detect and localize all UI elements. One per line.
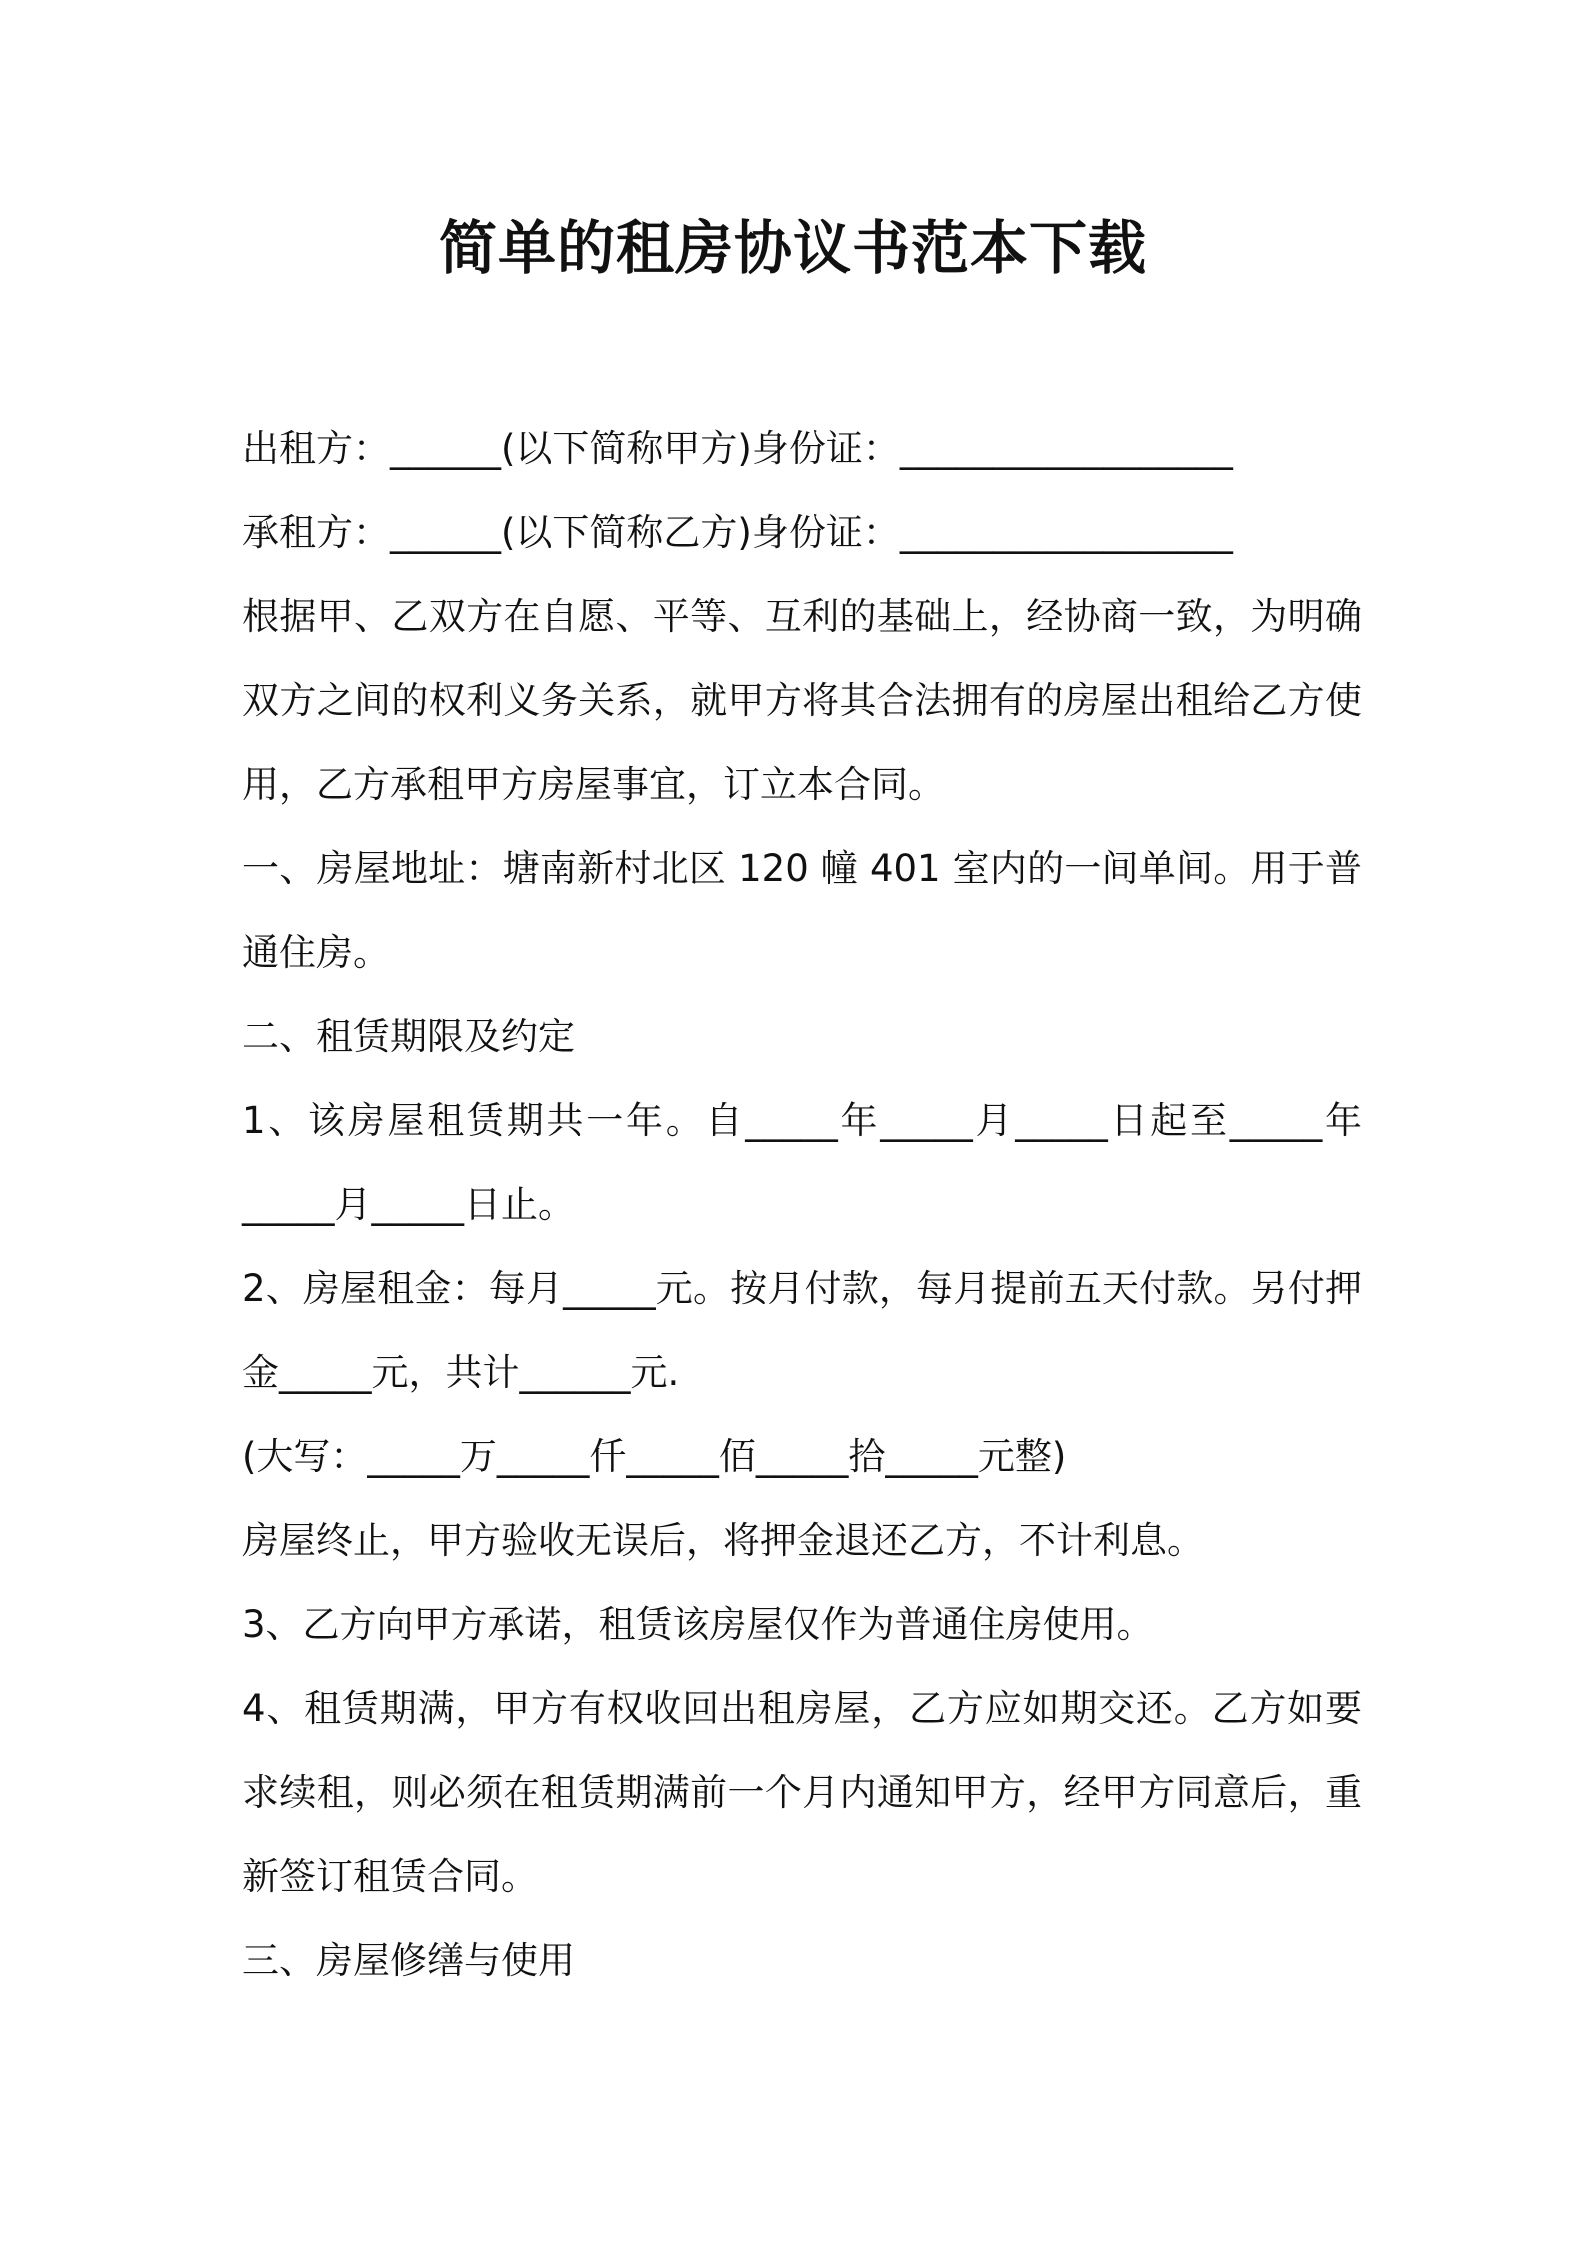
- lessor-line: 出租方：______(以下简称甲方)身份证：__________________: [242, 427, 1233, 470]
- section-1-address: 一、房屋地址：塘南新村北区 120 幢 401 室内的一间单间。用于普通住房。: [242, 847, 1362, 974]
- intro-paragraph: 根据甲、乙双方在自愿、平等、互利的基础上，经协商一致，为明确双方之间的权利义务关系，就甲方将其合法拥有的房屋出租给乙方使用，乙方承租甲方房屋事宜，订立本合同。: [242, 595, 1362, 806]
- lessee-line: 承租方：______(以下简称乙方)身份证：__________________: [242, 511, 1233, 554]
- clause-2-rent: 2、房屋租金：每月_____元。按月付款，每月提前五天付款。另付押金_____元，共计______元.: [242, 1267, 1362, 1394]
- clause-3-usage: 3、乙方向甲方承诺，租赁该房屋仅作为普通住房使用。: [242, 1603, 1154, 1646]
- section-3-heading: 三、房屋修缮与使用: [242, 1939, 575, 1982]
- document-title: 简单的租房协议书范本下载: [438, 214, 1147, 282]
- document-body: [242, 407, 1362, 2003]
- clause-4-renewal: 4、租赁期满，甲方有权收回出租房屋，乙方应如期交还。乙方如要求续租，则必须在租赁期满前一个月内通知甲方，经甲方同意后，重新签订租赁合同。: [242, 1687, 1362, 1898]
- section-2-heading: 二、租赁期限及约定: [242, 1015, 575, 1058]
- clause-2-capital-amount: (大写：_____万_____仟_____佰_____拾_____元整): [242, 1435, 1067, 1478]
- clause-1-term: 1、该房屋租赁期共一年。自_____年_____月_____日起至_____年_____月_____日止。: [242, 1099, 1362, 1226]
- clause-2-deposit-refund: 房屋终止，甲方验收无误后，将押金退还乙方，不计利息。: [242, 1519, 1204, 1562]
